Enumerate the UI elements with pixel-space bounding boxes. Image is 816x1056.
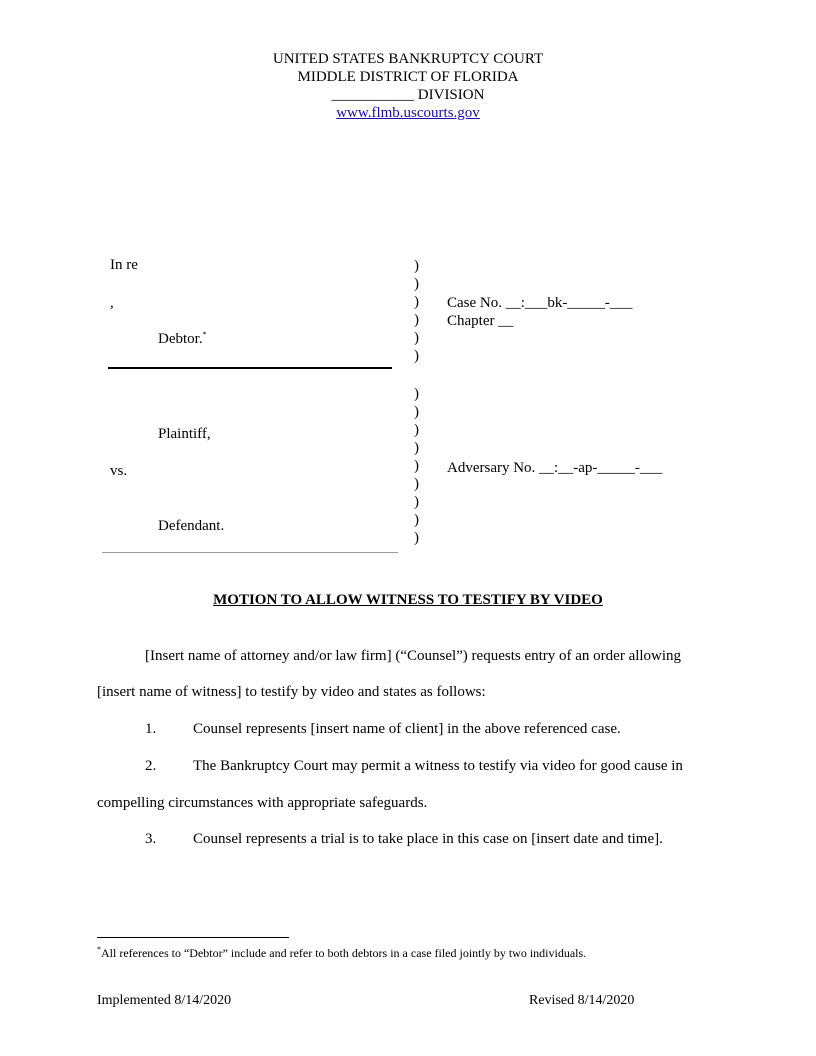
item-text-continued: compelling circumstances with appropriate safeguards.	[97, 795, 428, 811]
item-number: 1.	[145, 721, 157, 737]
item-number: 2.	[145, 758, 157, 774]
footnote-reference: *	[202, 330, 207, 339]
item-text: Counsel represents a trial is to take place in this case on [insert date and time].	[193, 831, 663, 847]
caption-paren: )	[414, 440, 419, 456]
division-line: ___________ DIVISION	[331, 87, 485, 103]
motion-title: MOTION TO ALLOW WITNESS TO TESTIFY BY VIDEO	[213, 592, 603, 608]
footnote	[97, 946, 586, 961]
caption-paren: )	[414, 404, 419, 420]
caption-paren: )	[414, 348, 419, 364]
caption-paren: )	[414, 476, 419, 492]
footnote-separator	[97, 937, 289, 938]
case-number: Case No. __:___bk-_____-___	[447, 295, 633, 311]
defendant-label: Defendant.	[158, 518, 225, 534]
court-website-link[interactable]: www.flmb.uscourts.gov	[336, 105, 480, 121]
caption-paren: )	[414, 258, 419, 274]
caption-bottom-rule	[102, 552, 398, 553]
plaintiff-label: Plaintiff,	[158, 426, 211, 442]
court-header	[0, 50, 816, 122]
caption-divider	[108, 367, 392, 369]
district-name: MIDDLE DISTRICT OF FLORIDA	[297, 69, 519, 85]
caption-paren: )	[414, 512, 419, 528]
implemented-date: Implemented 8/14/2020	[97, 993, 232, 1008]
caption-paren: )	[414, 330, 419, 346]
in-re-label: In re	[110, 257, 138, 273]
item-text: The Bankruptcy Court may permit a witness to testify via video for good cause in	[193, 758, 683, 774]
caption-paren: )	[414, 458, 419, 474]
footnote-mark: *	[97, 945, 101, 954]
caption-paren: )	[414, 386, 419, 402]
adversary-number: Adversary No. __:__-ap-_____-___	[447, 460, 663, 476]
vs-label: vs.	[110, 463, 128, 479]
caption-paren: )	[414, 530, 419, 546]
revised-date: Revised 8/14/2020	[529, 993, 635, 1008]
intro-line-1: [Insert name of attorney and/or law firm] (“Counsel”) requests entry of an order allowing	[145, 648, 682, 664]
court-name: UNITED STATES BANKRUPTCY COURT	[272, 51, 544, 67]
item-number: 3.	[145, 831, 157, 847]
caption-paren: )	[414, 276, 419, 292]
caption-paren: )	[414, 494, 419, 510]
caption-paren: )	[414, 294, 419, 310]
caption-paren: )	[414, 312, 419, 328]
caption-paren: )	[414, 422, 419, 438]
footnote-text: All references to “Debtor” include and refer to both debtors in a case filed jointly by two individuals.	[101, 946, 587, 960]
debtor-label: Debtor.*	[158, 330, 207, 347]
debtor-name-comma: ,	[110, 295, 114, 311]
chapter-number: Chapter __	[447, 313, 514, 329]
intro-line-2: [insert name of witness] to testify by video and states as follows:	[97, 684, 486, 700]
item-text: Counsel represents [insert name of client] in the above referenced case.	[193, 721, 621, 737]
